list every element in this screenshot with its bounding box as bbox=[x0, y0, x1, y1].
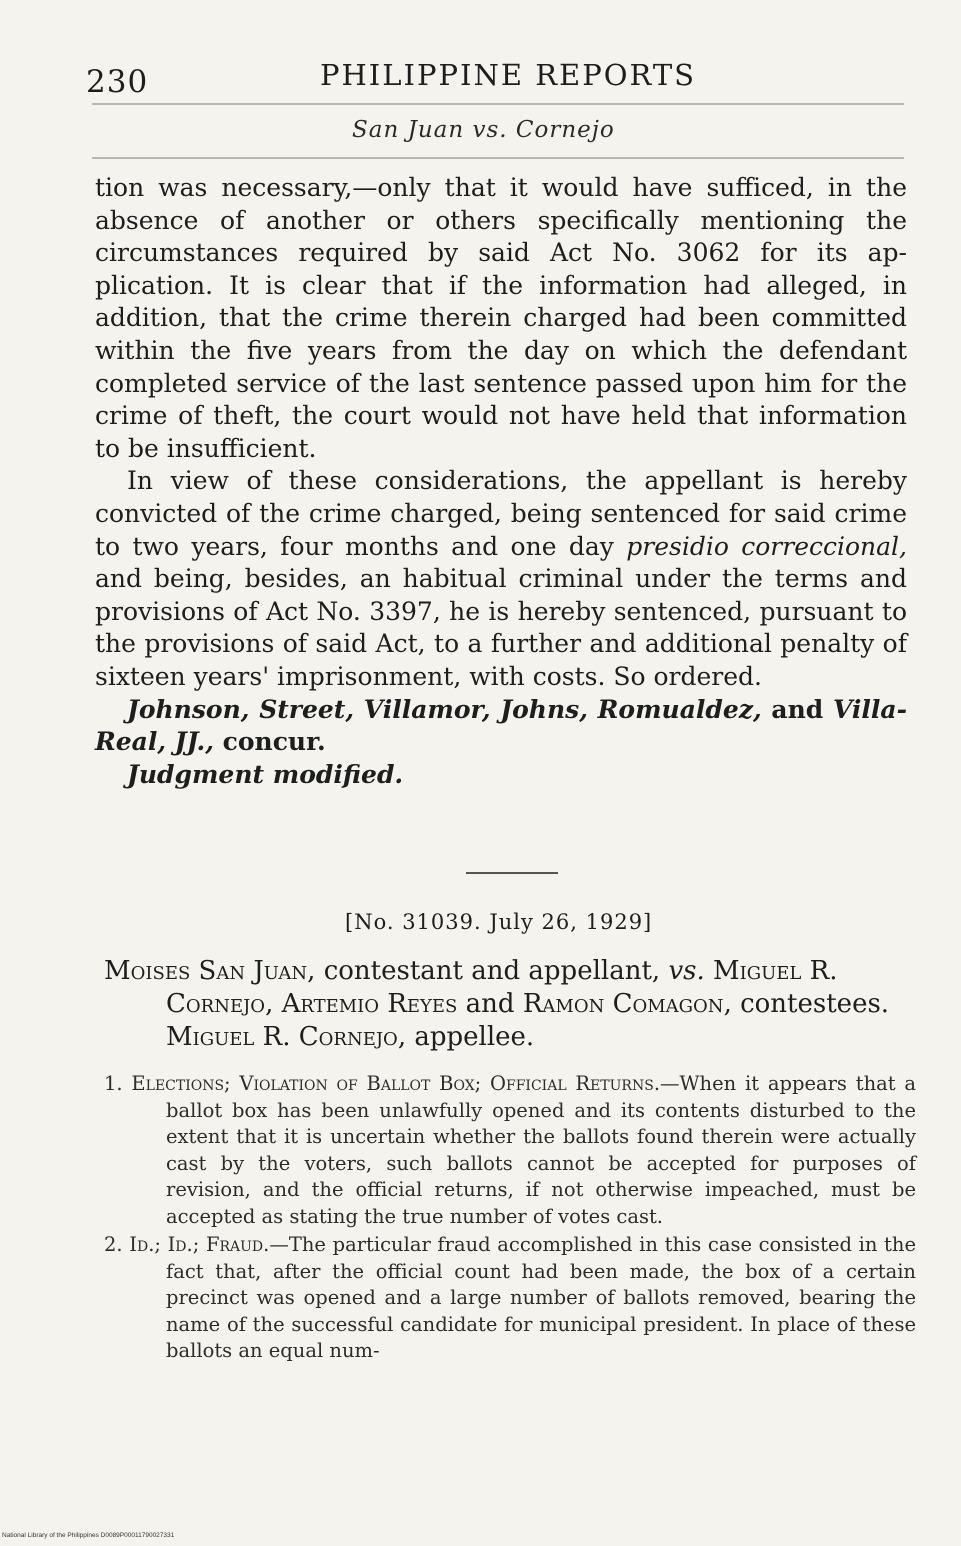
paragraph-continuation: tion was necessary,—only that it would have sufficed, in the absence of another or others specifically mentioning the circumstances required by said Act No. 3062 for its application. It is clear that if the information had alleged, in addition, that the crime therein charged had been committed within the five years from the day on which the defendant completed service of the last sentence passed upon him for the crime of theft, the court would not have held that information to be insufficient. bbox=[95, 173, 907, 463]
caption-role-1: , contestant and appellant, bbox=[307, 956, 669, 986]
judgment-line: Judgment modified. bbox=[127, 759, 404, 789]
party-2: Miguel R. Cornejo, Artemio Reyes bbox=[166, 956, 838, 1019]
caption-vs: vs. bbox=[668, 956, 705, 986]
case-caption bbox=[104, 955, 916, 1054]
concurrence-line bbox=[95, 694, 907, 759]
caption-role-3: , appellee. bbox=[397, 1022, 535, 1052]
syllabus-heading: Elections; Violation of Ballot Box; Official Returns. bbox=[131, 1072, 661, 1095]
paragraph-disposition bbox=[95, 465, 907, 693]
syllabus-text: —The particular fraud accomplished in this case consisted in the fact that, after the official count had been made, the box of a certain precinct was opened and a large number of ballots removed, bearing the name of the successful candidate for municipal president. In place of these ballots an equal num- bbox=[166, 1233, 916, 1362]
concurring-justices: Johnson, Street, Villamor, Johns, Romualdez, bbox=[127, 694, 762, 724]
party-4: Miguel R. Cornejo bbox=[166, 1022, 398, 1052]
disposition-text-b: and being, besides, an habitual criminal under the terms and provisions of Act No. 3397, he is hereby sentenced, pursuant to the provisions of said Act, to a further and additional penalty of sixteen years' imprisonment, with costs. So ordered. bbox=[95, 564, 907, 691]
header-rule-top bbox=[92, 103, 904, 105]
syllabus-number: 2. bbox=[104, 1233, 123, 1256]
running-head: PHILIPPINE REPORTS bbox=[320, 58, 697, 92]
case-subtitle: San Juan vs. Cornejo bbox=[352, 117, 615, 143]
disposition-italic: presidio correccional, bbox=[626, 531, 907, 561]
scan-credit: National Library of the Philippines D0089P00011790027331 bbox=[2, 1532, 175, 1539]
section-separator bbox=[466, 872, 558, 874]
opinion-body bbox=[95, 172, 907, 791]
syllabus-text: —When it appears that a ballot box has been unlawfully opened and its contents disturbed to the extent that it is uncertain whether the ballots found therein were actually cast by the voters, such ballots cannot be accepted for purposes of revision, and the official returns, if not otherwise impeached, must be accepted as stating the true number of votes cast. bbox=[166, 1072, 916, 1228]
syllabus-heading: Id.; Id.; Fraud. bbox=[129, 1233, 270, 1256]
caption-role-2: , contestees. bbox=[723, 989, 890, 1019]
caption-and: and bbox=[457, 989, 523, 1019]
syllabus-number: 1. bbox=[104, 1072, 123, 1095]
party-3: Ramon Comagon bbox=[522, 989, 724, 1019]
party-1: Moises San Juan bbox=[104, 956, 308, 986]
syllabus-item bbox=[104, 1071, 916, 1230]
syllabus-item bbox=[104, 1232, 916, 1365]
caption-text bbox=[104, 955, 916, 1054]
disposition-text-a: In view of these considerations, the appellant is hereby convicted of the crime charged, being sentenced for said crime to two years, four months and one day bbox=[95, 466, 907, 561]
page-number: 230 bbox=[86, 64, 149, 100]
concurring-justices-2: Villa-Real, JJ., bbox=[95, 694, 907, 757]
docket-line: [No. 31039. July 26, 1929] bbox=[345, 910, 653, 934]
concurrence-tail: concur. bbox=[213, 727, 326, 757]
syllabus bbox=[104, 1071, 916, 1367]
concurrence-and: and bbox=[761, 694, 833, 724]
header-rule-bottom bbox=[92, 157, 904, 159]
